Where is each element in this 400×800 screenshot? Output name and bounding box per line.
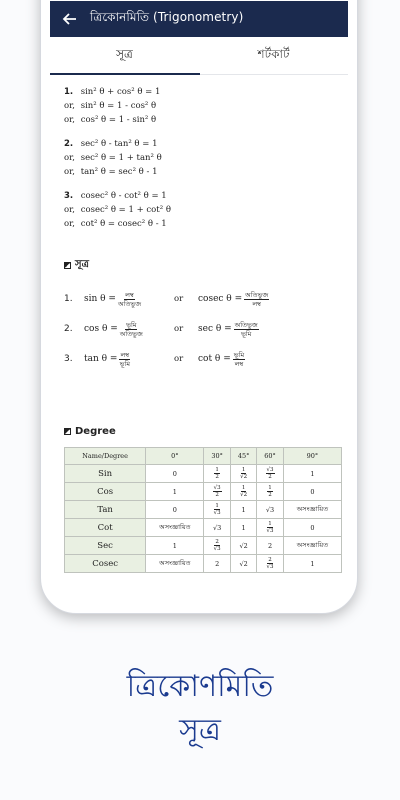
table-row <box>65 501 342 519</box>
fraction-numerator: অতিভুজ <box>245 290 269 299</box>
table-cell <box>257 483 283 501</box>
fraction-numerator: ভূমি <box>126 320 137 329</box>
identity-text: cosec² θ - cot² θ = 1 <box>78 191 167 201</box>
caption-title: ত্রিকোণমিতি <box>126 669 274 704</box>
table-header-cell: 90° <box>283 448 341 465</box>
identity-line <box>64 151 334 165</box>
fraction-numerator: 1 <box>241 484 246 491</box>
or-label: or, <box>64 153 75 163</box>
cell-fraction <box>240 467 247 481</box>
formula-lhs: cot θ = <box>198 354 231 364</box>
or-label: or <box>174 324 184 334</box>
table-cell: 1 <box>230 519 256 537</box>
identity-text: sec² θ = 1 + tan² θ <box>78 153 162 163</box>
fraction-denominator: √3 <box>213 546 221 552</box>
table-row <box>65 555 342 573</box>
tab-shortcut[interactable]: শর্টকার্ট <box>257 46 290 61</box>
table-cell: 0 <box>283 519 341 537</box>
identity-line <box>64 113 334 127</box>
identity-group <box>64 189 334 231</box>
identities-list <box>64 85 334 231</box>
app-bar <box>50 1 348 37</box>
formula-row <box>64 314 334 344</box>
tab-bar <box>50 37 348 75</box>
identity-line <box>64 165 334 179</box>
tab-formula[interactable]: সূত্র <box>116 46 133 61</box>
arrow-left-icon <box>62 11 78 27</box>
identity-text: cosec² θ = 1 + cot² θ <box>78 205 171 215</box>
square-bullet-icon <box>64 262 71 269</box>
table-cell <box>257 555 283 573</box>
table-cell: √3 <box>257 501 283 519</box>
table-cell <box>204 537 230 555</box>
table-cell: 2 <box>204 555 230 573</box>
identity-number: 1. <box>64 87 74 97</box>
table-cell: 0 <box>146 465 204 483</box>
formula-lhs: sin θ = <box>84 294 116 304</box>
fraction-numerator: √3 <box>266 466 274 473</box>
identity-line <box>64 85 334 99</box>
formula-number: 3. <box>64 354 73 364</box>
table-cell: √2 <box>230 555 256 573</box>
identity-group <box>64 85 334 127</box>
fraction-numerator: লম্ব <box>125 290 134 299</box>
cell-fraction <box>267 521 274 535</box>
degree-heading-text: Degree <box>75 426 116 437</box>
table-cell: 1 <box>146 537 204 555</box>
cell-fraction <box>214 467 220 481</box>
formula-heading-text: সূত্র <box>75 259 89 270</box>
formula-right <box>198 291 269 308</box>
app-bar-title: ত্রিকোনমিতি (Trigonometry) <box>90 10 244 24</box>
formula-lhs: tan θ = <box>84 354 118 364</box>
identity-text: sin² θ + cos² θ = 1 <box>78 87 161 97</box>
fraction-numerator: 1 <box>268 484 272 491</box>
identity-group <box>64 137 334 179</box>
or-label: or <box>174 354 184 364</box>
identity-line <box>64 137 334 151</box>
table-row-name: Cos <box>65 483 146 501</box>
table-cell: 1 <box>146 483 204 501</box>
table-cell: 1 <box>283 555 341 573</box>
identity-number: 2. <box>64 139 74 149</box>
or-label: or, <box>64 219 75 229</box>
content-area <box>50 75 348 583</box>
table-cell: 0 <box>146 501 204 519</box>
formula-number: 2. <box>64 324 73 334</box>
or-label: or, <box>64 115 75 125</box>
cell-fraction <box>214 503 221 517</box>
formula-fraction <box>233 351 245 368</box>
cell-fraction <box>214 539 221 553</box>
cell-fraction <box>267 485 273 499</box>
table-row <box>65 483 342 501</box>
table-header-cell: 45° <box>230 448 256 465</box>
fraction-numerator: লম্ব <box>120 350 130 359</box>
table-row-name: Tan <box>65 501 146 519</box>
phone-frame <box>40 0 358 614</box>
table-header-cell: 30° <box>204 448 230 465</box>
fraction-numerator: 1 <box>215 466 219 473</box>
formula-left <box>84 351 174 368</box>
table-cell <box>257 519 283 537</box>
table-cell <box>257 465 283 483</box>
cell-fraction <box>213 485 222 499</box>
fraction-denominator: ভূমি <box>119 359 130 368</box>
identity-line <box>64 217 334 231</box>
formula-fraction <box>234 321 259 338</box>
table-row-name: Sec <box>65 537 146 555</box>
degree-table <box>64 447 342 573</box>
table-header-cell: 60° <box>257 448 283 465</box>
table-cell <box>230 465 256 483</box>
or-label: or, <box>64 167 75 177</box>
formula-right <box>198 321 259 338</box>
formula-fraction <box>244 291 269 308</box>
identity-line <box>64 203 334 217</box>
identity-text: cos² θ = 1 - sin² θ <box>78 115 157 125</box>
table-header-cell: 0° <box>146 448 204 465</box>
identity-text: sin² θ = 1 - cos² θ <box>78 101 157 111</box>
table-cell <box>204 465 230 483</box>
identity-number: 3. <box>64 191 74 201</box>
degree-section-heading <box>64 426 334 437</box>
table-cell: 0 <box>283 483 341 501</box>
table-row <box>65 519 342 537</box>
table-cell: √3 <box>204 519 230 537</box>
formula-section-heading <box>64 257 334 274</box>
cell-fraction <box>240 485 247 499</box>
table-row <box>65 465 342 483</box>
caption-subtitle: সূত্র <box>179 713 221 748</box>
fraction-denominator: √2 <box>240 474 248 480</box>
or-label: or, <box>64 205 75 215</box>
formula-left <box>84 291 174 308</box>
table-header-cell: Name/Degree <box>65 448 146 465</box>
table-row-name: Cosec <box>65 555 146 573</box>
fraction-denominator: অতিভুজ <box>117 299 142 308</box>
table-cell <box>230 483 256 501</box>
fraction-denominator: √3 <box>266 564 274 570</box>
formula-row <box>64 284 334 314</box>
fraction-numerator: অতিভুজ <box>234 320 258 329</box>
formula-row <box>64 344 334 374</box>
fraction-denominator: 2 <box>268 474 272 480</box>
or-label: or <box>174 294 184 304</box>
fraction-denominator: ভূমি <box>241 329 252 338</box>
back-button[interactable] <box>50 1 90 37</box>
fraction-denominator: 2 <box>215 474 219 480</box>
table-cell: অসংজ্ঞায়িত <box>146 555 204 573</box>
cell-fraction <box>266 467 275 481</box>
fraction-numerator: ভূমি <box>233 350 245 359</box>
fraction-numerator: 2 <box>268 556 272 563</box>
identity-line <box>64 189 334 203</box>
identity-line <box>64 99 334 113</box>
identity-text: tan² θ = sec² θ - 1 <box>78 167 158 177</box>
formula-lhs: sec θ = <box>198 324 232 334</box>
fraction-denominator: √3 <box>266 528 274 534</box>
fraction-numerator: 1 <box>241 466 246 473</box>
table-cell: √2 <box>230 537 256 555</box>
fraction-denominator: √3 <box>213 510 221 516</box>
identity-text: cot² θ = cosec² θ - 1 <box>78 219 167 229</box>
app-screen <box>50 1 348 593</box>
table-cell: 2 <box>257 537 283 555</box>
table-cell: 1 <box>230 501 256 519</box>
fraction-denominator: 2 <box>268 492 272 498</box>
fraction-denominator: লম্ব <box>234 359 244 368</box>
formula-fraction <box>118 291 141 308</box>
active-tab-indicator <box>50 73 200 75</box>
formula-left <box>84 321 174 338</box>
table-cell <box>204 483 230 501</box>
fraction-numerator: 2 <box>215 538 219 545</box>
or-label: or, <box>64 101 75 111</box>
formula-fraction <box>120 321 143 338</box>
table-cell: 1 <box>283 465 341 483</box>
fraction-denominator: √2 <box>240 492 248 498</box>
cell-fraction <box>267 557 274 571</box>
table-row <box>65 537 342 555</box>
fraction-numerator: 1 <box>268 520 272 527</box>
formula-lhs: cos θ = <box>84 324 118 334</box>
fraction-denominator: অতিভুজ <box>119 329 143 338</box>
fraction-denominator: লম্ব <box>252 299 261 308</box>
table-header-row <box>65 448 342 465</box>
formula-fraction <box>119 351 130 368</box>
identity-text: sec² θ - tan² θ = 1 <box>78 139 158 149</box>
table-row-name: Sin <box>65 465 146 483</box>
table-row-name: Cot <box>65 519 146 537</box>
formula-lhs: cosec θ = <box>198 294 243 304</box>
fraction-numerator: √3 <box>213 484 221 491</box>
square-bullet-icon <box>64 428 71 435</box>
table-cell <box>204 501 230 519</box>
fraction-denominator: 2 <box>215 492 219 498</box>
ratio-formulas <box>64 284 334 374</box>
fraction-numerator: 1 <box>215 502 219 509</box>
formula-right <box>198 351 245 368</box>
table-cell: অসংজ্ঞায়িত <box>283 537 341 555</box>
formula-number: 1. <box>64 294 73 304</box>
table-cell: অসংজ্ঞায়িত <box>146 519 204 537</box>
table-cell: অসংজ্ঞায়িত <box>283 501 341 519</box>
